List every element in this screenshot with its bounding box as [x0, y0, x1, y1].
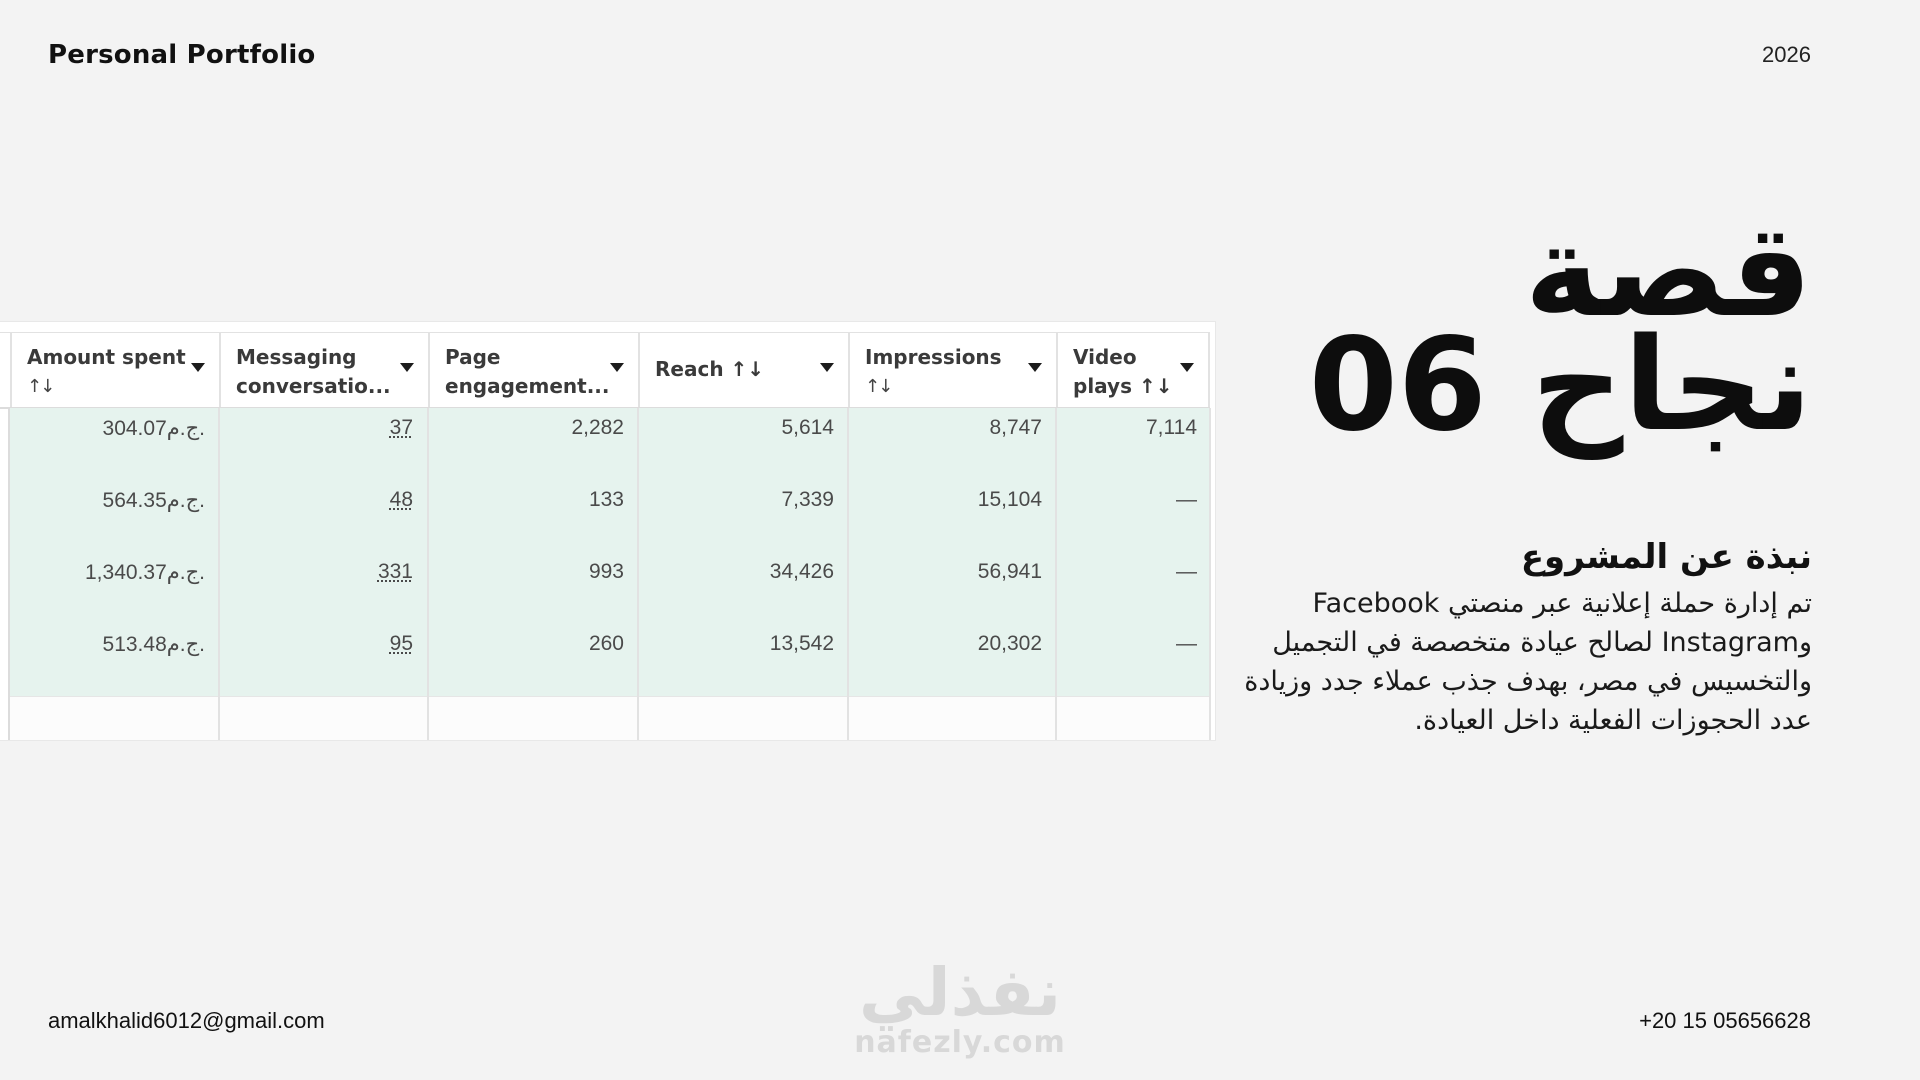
table-empty-row [10, 696, 1210, 740]
column-header-label: Amount spent [27, 345, 186, 369]
cell-messaging-conversations[interactable]: 331 [377, 560, 413, 583]
cell-messaging-conversations[interactable]: 95 [389, 632, 413, 655]
cell-video-plays: — [1176, 560, 1197, 583]
sort-icon: ↑↓ [865, 376, 892, 397]
sort-icon: ↑↓ [27, 376, 54, 397]
column-header-reach[interactable] [638, 333, 848, 407]
ads-results-table [0, 322, 1215, 740]
table-row[interactable] [0, 624, 1210, 696]
column-header-label: Messaging [236, 345, 357, 369]
title-line-2: نجاح 06 [1308, 311, 1812, 460]
about-project-heading: نبذة عن المشروع [1520, 537, 1812, 577]
table-header [0, 332, 1210, 409]
cell-page-engagement: 2,282 [571, 416, 624, 439]
column-header-label-line2: plays ↑↓ [1073, 374, 1173, 398]
cell-video-plays: — [1176, 632, 1197, 655]
chevron-down-icon[interactable] [1180, 363, 1194, 372]
cell-page-engagement: 133 [588, 488, 624, 511]
column-header-label: Impressions [865, 345, 1002, 369]
success-story-title [1308, 197, 1812, 460]
cell-reach: 5,614 [781, 416, 834, 439]
column-header-label-line2: conversatio... [236, 374, 391, 398]
watermark-logo [850, 954, 1070, 1060]
cell-reach: 34,426 [769, 560, 834, 583]
cell-amount-spent: 564.35ج.م. [102, 489, 205, 512]
column-header-impressions[interactable] [848, 333, 1056, 407]
year-label: 2026 [1762, 42, 1811, 67]
cell-messaging-conversations[interactable]: 48 [389, 488, 413, 511]
cell-page-engagement: 260 [588, 632, 624, 655]
about-project-body: تم إدارة حملة إعلانية عبر منصتي Facebook وInstagram لصالح عيادة متخصصة في التجميل والتخسيس في مصر، بهدف جذب عملاء جدد وزيادة عدد الحجوزات الفعلية داخل العيادة. [1244, 588, 1812, 736]
chevron-down-icon[interactable] [1028, 363, 1042, 372]
watermark-domain: nafezly.com [854, 1025, 1066, 1060]
column-header-page-engagement[interactable] [428, 333, 638, 407]
cell-impressions: 20,302 [977, 632, 1042, 655]
column-header-label: Reach ↑↓ [655, 357, 765, 381]
column-header-video-plays[interactable] [1056, 333, 1210, 407]
table-row[interactable] [0, 480, 1210, 552]
chevron-down-icon[interactable] [610, 363, 624, 372]
cell-impressions: 56,941 [977, 560, 1042, 583]
watermark-arabic: نفذلي [859, 954, 1061, 1031]
chevron-down-icon[interactable] [820, 363, 834, 372]
table-row[interactable] [0, 408, 1210, 480]
cell-page-engagement: 993 [588, 560, 624, 583]
cell-amount-spent: 304.07ج.م. [102, 417, 205, 440]
column-header-label: Page [445, 345, 501, 369]
chevron-down-icon[interactable] [191, 363, 205, 372]
column-header-label-line2: engagement... [445, 374, 610, 398]
contact-phone[interactable]: +20 15 05656628 [1639, 1008, 1811, 1033]
cell-impressions: 8,747 [989, 416, 1042, 439]
chevron-down-icon[interactable] [400, 363, 414, 372]
cell-video-plays: — [1176, 488, 1197, 511]
table-row[interactable] [0, 552, 1210, 624]
portfolio-brand: Personal Portfolio [48, 40, 316, 70]
column-header-amount-spent[interactable] [10, 333, 219, 407]
cell-messaging-conversations[interactable]: 37 [389, 416, 413, 439]
cell-amount-spent: 513.48ج.م. [102, 633, 205, 656]
cell-impressions: 15,104 [977, 488, 1042, 511]
cell-reach: 7,339 [781, 488, 834, 511]
cell-video-plays: 7,114 [1146, 416, 1197, 439]
column-header-label: Video [1073, 345, 1137, 369]
cell-reach: 13,542 [769, 632, 834, 655]
cell-amount-spent: 1,340.37ج.م. [85, 561, 205, 584]
column-header-messaging-conversations[interactable] [219, 333, 428, 407]
contact-email[interactable]: amalkhalid6012@gmail.com [48, 1008, 325, 1033]
title-line-1: قصة [1524, 197, 1812, 346]
